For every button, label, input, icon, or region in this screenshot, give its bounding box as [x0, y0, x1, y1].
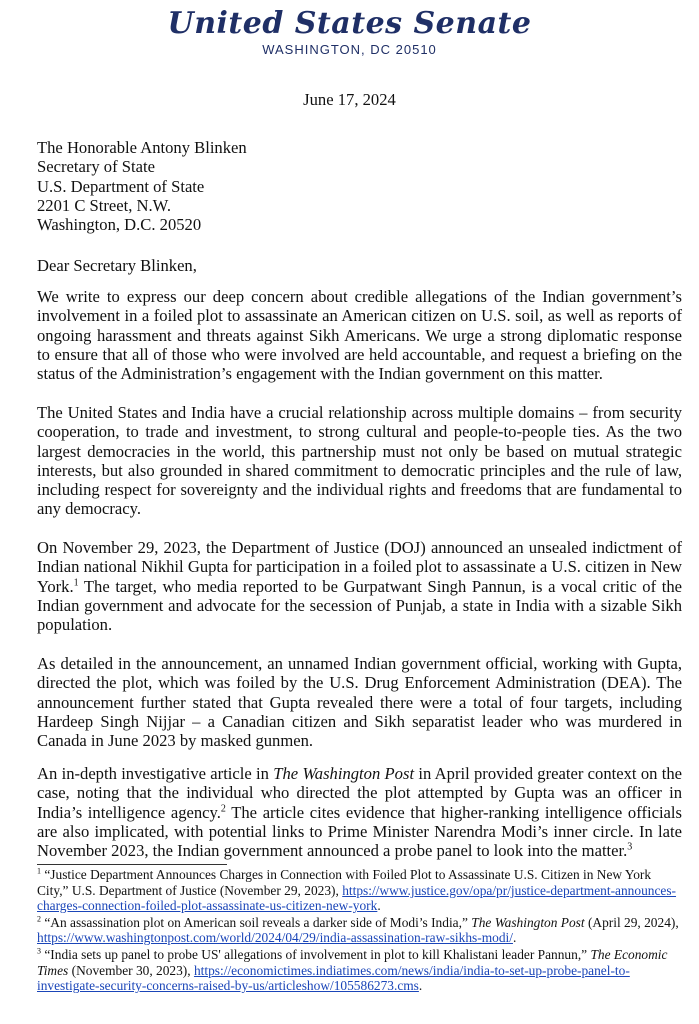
salutation: Dear Secretary Blinken,	[37, 256, 197, 275]
footnote-2-link[interactable]: https://www.washingtonpost.com/world/2024/04/29/india-assassination-raw-sikhs-modi/	[37, 930, 513, 946]
paragraph-5	[37, 764, 682, 860]
recipient-address	[37, 138, 247, 234]
paragraph-5-part-b: in April provided greater context on the case, noting that the individual who directed the plot attempted by Gupta was an officer in India’s intelligence agency.	[37, 764, 682, 822]
footnote-3-text-b: (November 30, 2023),	[68, 962, 194, 978]
paragraph-5-part-a: An in-depth investigative article in	[37, 764, 274, 783]
footnote-ref-1: 1	[73, 577, 79, 589]
letter-date: June 17, 2024	[303, 90, 396, 109]
address-line: Washington, D.C. 20520	[37, 215, 202, 235]
paragraph-3	[37, 538, 682, 634]
footnotes	[37, 867, 682, 995]
paragraph-3-part-a: On November 29, 2023, the Department of Justice (DOJ) announced an unsealed indictment of Indian national Nikhil Gupta for participation in a foiled plot to assassinate a U.S. citizen in New York.	[37, 538, 682, 596]
letterhead-city: WASHINGTON, DC 20510	[262, 42, 437, 57]
footnote-number: 3	[37, 946, 41, 956]
paragraph-3-part-b: The target, who media reported to be Gurpatwant Singh Pannun, is a vocal critic of the Indian government and advocate for the secession of Punjab, a state in India with a sizable Sikh population.	[37, 576, 682, 635]
footnote-2-text: “An assassination plot on American soil reveals a darker side of Modi’s India,”	[41, 914, 472, 930]
footnote-3	[37, 947, 682, 994]
letterhead	[0, 6, 699, 58]
paragraph-4: As detailed in the announcement, an unnamed Indian government official, working with Gupta, directed the plot, which was foiled by the U.S. Drug Enforcement Administration (DEA). The announcement further stated that Gupta revealed there were a total of four targets, including Hardeep Singh Nijjar – a Canadian citizen and Sikh separatist leader who was murdered in Canada in June 2023 by masked gunmen.	[37, 654, 682, 751]
footnote-2-publication: The Washington Post	[471, 914, 585, 930]
footnote-period: .	[418, 978, 423, 994]
address-line: U.S. Department of State	[37, 176, 205, 196]
publication-name: The Washington Post	[273, 764, 415, 783]
footnote-number: 2	[37, 914, 41, 924]
footnote-1-link[interactable]: https://www.justice.gov/opa/pr/justice-department-announces-charges-connection-foiled-plot-assassinate-us-citizen-new-york	[37, 882, 677, 914]
paragraph-5-part-c: The article cites evidence that higher-ranking intelligence officials are also implicated, with potential links to Prime Minister Narendra Modi’s inner circle. In late November 2023, the Indian government announced a probe panel to look into the matter.	[37, 802, 682, 861]
footnote-ref-2: 2	[220, 803, 226, 815]
footnote-period: .	[512, 930, 517, 946]
address-line: 2201 C Street, N.W.	[37, 195, 171, 215]
paragraph-1: We write to express our deep concern about credible allegations of the Indian government’s involvement in a foiled plot to assassinate an American citizen on U.S. soil, as well as reports of ongoing harassment and threats against Sikh Americans. We urge a strong diplomatic response to ensure that all of those who were involved are held accountable, and request a briefing on the status of the Administration’s engagement with the Indian government on this matter.	[37, 287, 682, 384]
letterhead-title: United States Senate	[167, 6, 532, 41]
footnote-divider	[37, 864, 227, 865]
footnote-1	[37, 867, 682, 914]
paragraph-2: The United States and India have a crucial relationship across multiple domains – from security cooperation, to trade and investment, to strong cultural and people-to-people ties. As the two largest democracies in the world, this partnership must not only be based on mutual strategic interests, but also grounded in shared commitment to democratic principles and the rule of law, including respect for sovereignty and the individual rights and freedoms that are fundamental to any democracy.	[37, 403, 682, 519]
footnote-3-link[interactable]: https://economictimes.indiatimes.com/news/india/india-to-set-up-probe-panel-to-investigate-security-concerns-raised-by-us/articleshow/105586273.cms	[37, 962, 630, 994]
footnote-2-text-b: (April 29, 2024),	[584, 914, 679, 930]
footnote-3-publication: The Economic Times	[37, 946, 668, 978]
footnote-number: 1	[37, 866, 41, 876]
footnote-ref-3: 3	[627, 841, 633, 853]
address-line: Secretary of State	[37, 157, 155, 177]
footnote-3-text: “India sets up panel to probe US' allegations of involvement in plot to kill Khalistani leader Pannun,”	[41, 946, 591, 962]
footnote-period: .	[377, 898, 381, 914]
footnote-1-text: “Justice Department Announces Charges in Connection with Foiled Plot to Assassinate U.S. Citizen in New York City,” U.S. Department of Justice (November 29, 2023),	[37, 867, 652, 898]
address-line: The Honorable Antony Blinken	[37, 138, 247, 157]
footnote-2	[37, 915, 682, 946]
